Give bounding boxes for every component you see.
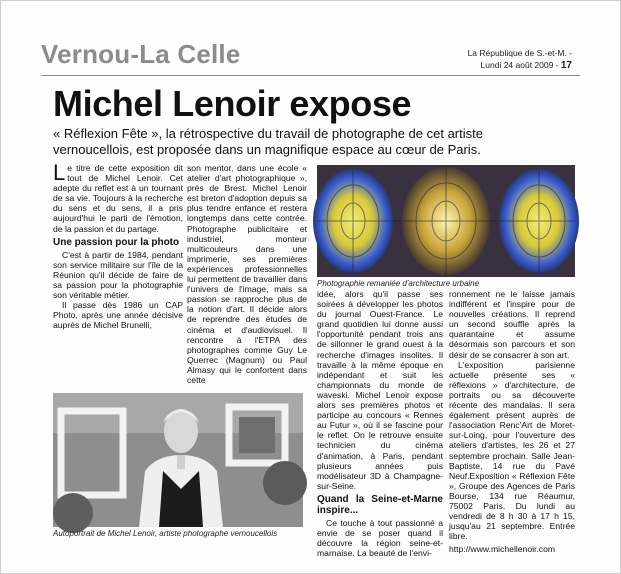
newspaper-name: La République de S.-et-M. - [467,48,572,58]
paragraph: Le titre de cette exposition dit tout de Michel Lenoir. Cet adepte du reflet est à un tournant de sa vie. Toujours à la recherche du sens et du sens, il a pris aujourd'hui le parti de l'émotion, de la passion et du partage. [53,160,183,234]
paragraph: C'est à partir de 1984, pendant son service militaire sur l'île de la Réunion qu'il décide de faire de sa passion pour la photographie son véritable métier. [53,249,183,301]
subheading: Une passion pour la photo [53,236,180,248]
paragraph: Il passe dès 1986 un CAP Photo, après une année décisive auprès de Michel Brunelli, [53,300,183,331]
top-photo-caption: Photographie remaniée d'architecture urbaine [317,279,480,288]
section-title: Vernou-La Celle [41,39,241,69]
page-number: 17 [560,60,572,71]
bottom-photo-caption: Autoportrait de Michel Lenoir, artiste photographe vernoucellois [53,529,278,538]
architecture-photo [317,165,575,277]
paragraph: idée, alors qu'il passe ses soirées à développer les photos du journal Ouest-France. Le grand quotidien lui donne aussi l'opportunité pendant trois ans de sillonner le grand ouest à la recherche d'images insolites. Il travaille à la même époque en indépendant et suit les championnats du monde de waveski. Michel Lenoir expose alors ses premières photos et participe au concours « Rennes au Futur », où il se fascine pour le reflet. On le retrouve ensuite technicien du cinéma d'animation, à Paris, pendant plusieurs années puis modélisateur 3D à Champagne-sur-Seine. [317,289,443,491]
issue-date: Lundi 24 août 2009 - [480,60,561,70]
issue-line [468,59,572,72]
article-column-2 [187,163,307,385]
masthead [468,47,572,72]
paragraph: Ce touche à tout passionné a envie de se poser quand il découvre la région seine-et-marnaise. La beauté de l'envi- [317,517,443,559]
subheading: Quand la Seine-et-Marne inspire... [317,493,443,516]
header-rule [41,75,580,76]
architecture-photo-graphic [317,165,575,277]
article-column-4 [449,289,575,555]
article-column-3 [317,289,443,559]
portrait-photo [53,393,303,527]
article-column-1 [53,160,183,385]
portrait-photo-graphic [53,393,303,527]
website-url: http://www.michellenoir.com [449,544,556,555]
paragraph: L'exposition parisienne actuelle présente ses « réflexions » d'architecture, de portraits ou sa découverte récente des mandalas. Il sera également présent auprès de l'association Renc'Art de Moret-sur-Loing, pour l'ouverture des ateliers d'artistes, les 26 et 27 septembre prochain. Salle Jean-Baptiste, 14 rue du Pavé Neuf.Exposition « Réflexion Fête », Groupe des Agences de Paris Bourse, 134 rue Réaumur, 75002 Paris. Du lundi au vendredi de 8 h 30 à 17 h 15, jusqu'au 21 septembre. Entrée libre. [449,359,575,542]
paragraph: ronnement ne le laisse jamais indifférent et l'inspire pour de nouvelles créations. Il reprend un second souffle après la quarantaine et assume désormais son parcours et son désir de se consacrer à son art. [449,289,575,360]
paragraph: son mentor, dans une école « atelier d'art photographique », près de Brest. Michel Lenoir est breton d'adoption depuis sa plus tendre enfance et restera longtemps dans cette contrée. Photographe publicitaire et industriel, monteur multicouleurs dans une imprimerie, ses premières expériences professionnelles lui permettent de travailler dans l'univers de l'image, mais sa passion se rapproche plus de la notion d'art. Il décide alors de reprendre des études de cinéma et d'audiovisuel. Il rencontre à l'ETPA des photographes comme Guy Le Querrec (Magnum) ou Paul Almasy qui le confortent dans cette [187,163,307,385]
article-standfirst: « Réflexion Fête », la rétrospective du travail de photographe de cet artiste vernoucellois, est proposée dans un magnifique espace au cœur de Paris. [53,126,483,157]
article-headline: Michel Lenoir expose [53,83,412,124]
